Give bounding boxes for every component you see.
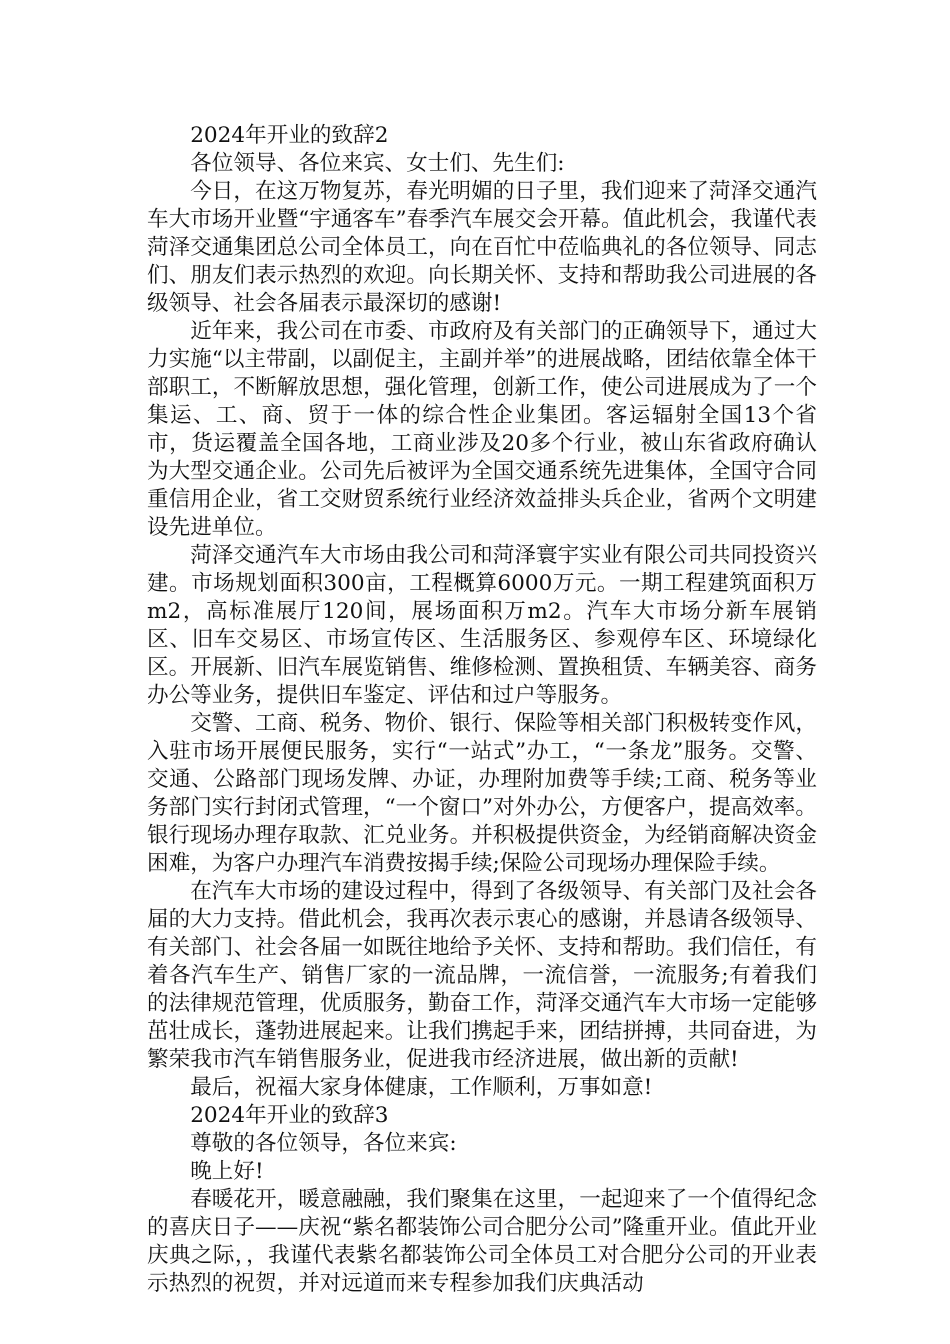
greeting: 晚上好! <box>190 1159 264 1184</box>
paragraph: 在汽车大市场的建设过程中，得到了各级领导、有关部门及社会各届的大力支持。借此机会，我再次表示衷心的感谢，并恳请各级领导、有关部门、社会各届一如既往地给予关怀、支持和帮助。我们信任，有着各汽车生产、销售厂家的一流品牌，一流信誉，一流服务;有着我们的法律规范管理，优质服务，勤奋工作，菏泽交通汽车大市场一定能够茁壮成长，蓬勃进展起来。让我们携起手来，团结拼搏，共同奋进，为繁荣我市汽车销售服务业，促进我市经济进展，做出新的贡献! <box>147 879 817 1072</box>
section-title: 2024年开业的致辞3 <box>190 1103 389 1128</box>
paragraph: 菏泽交通汽车大市场由我公司和菏泽寰宇实业有限公司共同投资兴建。市场规划面积300亩，工程概算6000万元。一期工程建筑面积万m2，高标准展厅120间，展场面积万m2。汽车大市场分新车展销区、旧车交易区、市场宣传区、生活服务区、参观停车区、环境绿化区。开展新、旧汽车展览销售、维修检测、置换租赁、车辆美容、商务办公等业务，提供旧车鉴定、评估和过户等服务。 <box>147 543 817 708</box>
salutation: 尊敬的各位领导，各位来宾: <box>190 1131 457 1156</box>
paragraph: 近年来，我公司在市委、市政府及有关部门的正确领导下，通过大力实施“以主带副，以副促主，主副并举”的进展战略，团结依靠全体干部职工，不断解放思想，强化管理，创新工作，使公司进展成为了一个集运、工、商、贸于一体的综合性企业集团。客运辐射全国13个省市，货运覆盖全国各地，工商业涉及20多个行业，被山东省政府确认为大型交通企业。公司先后被评为全国交通系统先进集体，全国守合同重信用企业，省工交财贸系统行业经济效益排头兵企业，省两个文明建设先进单位。 <box>147 319 817 540</box>
document-body <box>147 122 817 1298</box>
salutation: 各位领导、各位来宾、女士们、先生们: <box>190 151 565 176</box>
paragraph: 交警、工商、税务、物价、银行、保险等相关部门积极转变作风，入驻市场开展便民服务，实行“一站式”办工，“一条龙”服务。交警、交通、公路部门现场发牌、办证，办理附加费等手续;工商、税务等业务部门实行封闭式管理，“一个窗口”对外办公，方便客户，提高效率。银行现场办理存取款、汇兑业务。并积极提供资金，为经销商解决资金困难，为客户办理汽车消费按揭手续;保险公司现场办理保险手续。 <box>147 711 817 876</box>
paragraph: 今日，在这万物复苏，春光明媚的日子里，我们迎来了菏泽交通汽车大市场开业暨“宇通客车”春季汽车展交会开幕。值此机会，我谨代表菏泽交通集团总公司全体员工，向在百忙中莅临典礼的各位领导、同志们、朋友们表示热烈的欢迎。向长期关怀、支持和帮助我公司进展的各级领导、社会各届表示最深切的感谢! <box>147 179 817 316</box>
paragraph: 春暖花开，暖意融融，我们聚集在这里，一起迎来了一个值得纪念的喜庆日子——庆祝“紫名都装饰公司合肥分公司”隆重开业。值此开业庆典之际，，我谨代表紫名都装饰公司全体员工对合肥分公司的开业表示热烈的祝贺，并对远道而来专程参加我们庆典活动 <box>147 1187 817 1296</box>
closing-line: 最后，祝福大家身体健康，工作顺利，万事如意! <box>190 1075 653 1100</box>
section-title: 2024年开业的致辞2 <box>190 123 389 148</box>
